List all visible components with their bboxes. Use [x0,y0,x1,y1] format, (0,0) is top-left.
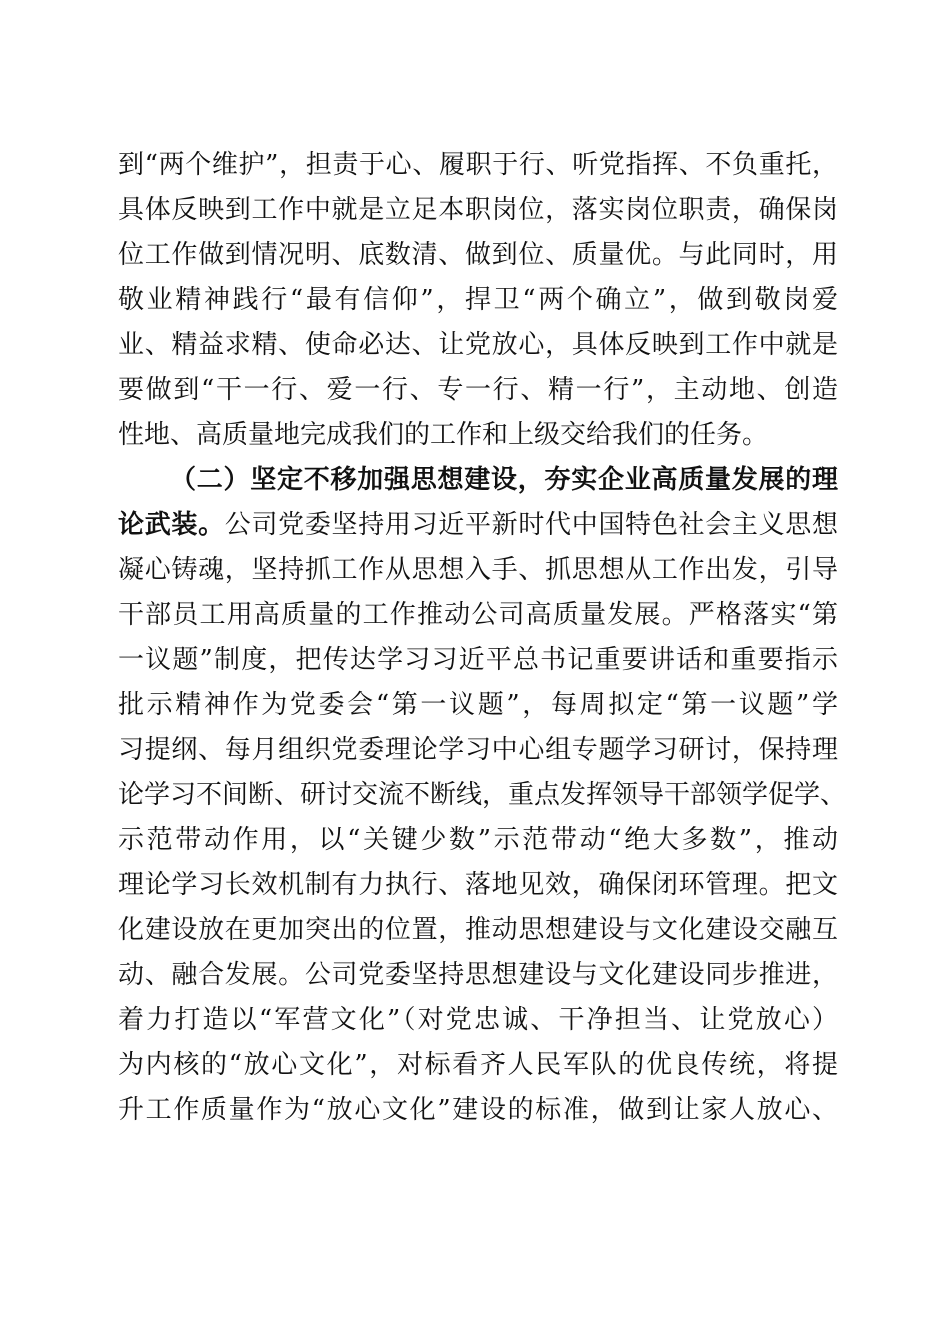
text-line: 升工作质量作为“放心文化”建设的标准，做到让家人放心、 [118,1095,838,1125]
text-line: 凝心铸魂，坚持抓工作从思想入手、抓思想从工作出发，引导 [118,555,838,585]
text-line: 到“两个维护”，担责于心、履职于行、听党指挥、不负重托， [118,150,838,180]
text-line: 敬业精神践行“最有信仰”，捍卫“两个确立”，做到敬岗爱 [118,285,838,315]
text-line: 要做到“干一行、爱一行、专一行、精一行”，主动地、创造 [118,375,838,405]
text-line: 批示精神作为党委会“第一议题”，每周拟定“第一议题”学 [118,690,838,720]
text-line: 理论学习长效机制有力执行、落地见效，确保闭环管理。把文 [118,870,838,900]
text-line-with-heading [118,503,838,547]
section-heading: （二）坚定不移加强思想建设，夯实企业高质量发展的理 [170,465,838,495]
text-line: 为内核的“放心文化”，对标看齐人民军队的优良传统，将提 [118,1050,838,1080]
text-line: 性地、高质量地完成我们的工作和上级交给我们的任务。 [118,420,769,450]
text-line-remainder: 公司党委坚持用习近平新时代中国特色社会主义思想 [224,510,838,540]
text-line: 具体反映到工作中就是立足本职岗位，落实岗位职责，确保岗 [118,195,838,225]
text-line: 论学习不间断、研讨交流不断线，重点发挥领导干部领学促学、 [118,780,847,810]
text-line: 一议题”制度，把传达学习习近平总书记重要讲话和重要指示 [118,645,838,675]
section-heading-end: 论武装。 [118,510,225,540]
text-line: 习提纲、每月组织党委理论学习中心组专题学习研讨，保持理 [118,735,838,765]
text-line: 着力打造以“军营文化”（对党忠诚、干净担当、让党放心） [118,1005,838,1035]
text-line: 示范带动作用，以“关键少数”示范带动“绝大多数”，推动 [118,825,838,855]
text-line: 干部员工用高质量的工作推动公司高质量发展。严格落实“第 [118,600,838,630]
text-line: 化建设放在更加突出的位置，推动思想建设与文化建设交融互 [118,915,838,945]
text-line: 动、融合发展。公司党委坚持思想建设与文化建设同步推进， [118,960,838,990]
text-line: 业、精益求精、使命必达、让党放心，具体反映到工作中就是 [118,330,838,360]
text-line: 位工作做到情况明、底数清、做到位、质量优。与此同时，用 [118,240,838,270]
